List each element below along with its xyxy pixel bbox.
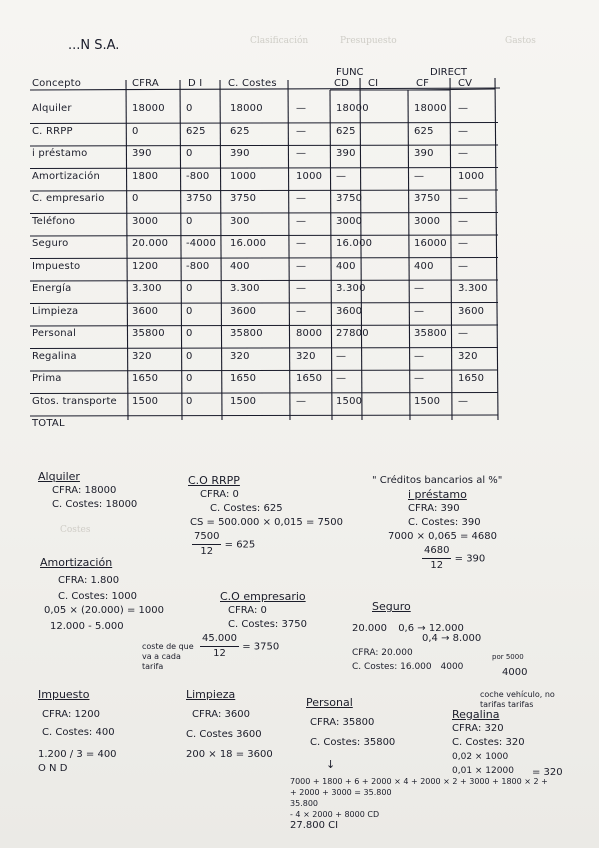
cell-cfra: 35800	[132, 328, 165, 339]
calc-crrpp-den: 12	[200, 546, 214, 557]
calc-regalina-result: = 320	[532, 767, 563, 778]
cell-costes: 390	[230, 148, 250, 159]
calc-crrpp-result: = 625	[224, 539, 256, 551]
cell-cv: —	[458, 238, 469, 249]
cell-cv: —	[458, 193, 469, 204]
calc-creditos-line2: C. Costes: 390	[408, 517, 481, 528]
calc-alquiler-title: Alquiler	[38, 470, 80, 483]
cell-ci: —	[336, 373, 347, 384]
calc-cemp-title: C.O empresario	[220, 590, 306, 603]
calc-personal-line1: CFRA: 35800	[310, 717, 375, 728]
cell-cv: 3.300	[458, 283, 488, 294]
calc-seguro-4000a: 4000	[440, 662, 464, 672]
cell-cd: —	[296, 148, 307, 159]
calc-impuesto-line2: C. Costes: 400	[42, 727, 115, 738]
cell-ci: 625	[336, 125, 356, 137]
cell-costes: 16.000	[230, 238, 267, 249]
bleed-text-3: Gastos	[505, 36, 536, 46]
cell-concepto: Seguro	[32, 238, 69, 249]
cell-cv: —	[458, 328, 469, 339]
calc-creditos-num: 4680	[422, 544, 451, 559]
cell-cd: —	[296, 395, 307, 407]
calc-impuesto	[38, 688, 117, 776]
cell-cfra: 320	[132, 350, 152, 362]
cell-cfra: 1650	[132, 373, 159, 384]
row-separator	[30, 190, 498, 191]
calc-impuesto-title: Impuesto	[38, 688, 90, 701]
row-separator	[30, 348, 498, 349]
table-header-concepto: Concepto	[32, 78, 82, 89]
group-header-func: FUNC	[336, 67, 364, 78]
cell-di: 0	[186, 103, 193, 114]
calc-crrpp-title: C.O RRPP	[188, 474, 240, 487]
cell-cv: —	[458, 395, 469, 407]
calc-personal-line5: 35.800	[290, 799, 318, 808]
cell-costes: 625	[230, 125, 250, 137]
cell-cd: 320	[296, 350, 316, 362]
cell-costes: 18000	[230, 103, 263, 114]
cell-concepto: C. empresario	[32, 193, 105, 204]
cell-di: 0	[186, 215, 193, 227]
calc-seguro-4000b: 4000	[502, 667, 528, 678]
row-separator	[30, 303, 498, 304]
cell-di: 3750	[186, 193, 213, 204]
cell-cfra: 3600	[132, 305, 159, 317]
calc-crrpp-fraction	[192, 530, 221, 559]
calc-crrpp-line3: CS = 500.000 × 0,015 = 7500	[190, 517, 343, 528]
row-separator	[30, 393, 498, 394]
calc-amort-title: Amortización	[40, 556, 113, 569]
cell-cfra: 3.300	[132, 283, 162, 294]
cell-cf: 400	[414, 260, 434, 272]
cell-costes: 3600	[230, 305, 257, 317]
cell-concepto: Teléfono	[32, 215, 76, 227]
cell-costes: 3.300	[230, 283, 260, 294]
calc-personal-line4: + 2000 + 3000 = 35.800	[290, 788, 392, 797]
cell-cv: 320	[458, 350, 478, 362]
cell-cd: —	[296, 103, 307, 114]
calc-seguro-total: 20.000	[352, 623, 387, 634]
calc-seguro-line3	[352, 660, 481, 674]
calc-crrpp-num: 7500	[192, 530, 221, 545]
cell-ci: 3000	[336, 215, 363, 227]
calc-creditos-den: 12	[430, 560, 444, 571]
cell-cv: 3600	[458, 305, 485, 317]
table-header-cfra: CFRA	[132, 78, 159, 89]
cell-concepto: Prima	[32, 373, 62, 384]
row-separator	[30, 213, 498, 214]
cell-costes: 1650	[230, 373, 257, 384]
cell-costes: 35800	[230, 328, 263, 339]
row-separator	[30, 325, 498, 326]
calc-cemp-fraction-row	[200, 632, 307, 661]
calc-creditos-title: " Créditos bancarios al %"	[372, 475, 503, 486]
row-separator	[30, 145, 498, 146]
cell-concepto: i préstamo	[32, 148, 88, 159]
calc-cemp-fraction	[200, 632, 239, 661]
cell-concepto: C. RRPP	[32, 125, 73, 137]
cell-costes: 300	[230, 215, 250, 227]
calc-personal-title: Personal	[306, 696, 353, 709]
cell-cd: 8000	[296, 328, 323, 339]
calc-crrpp-fraction-row	[192, 530, 343, 559]
calc-creditos-fraction	[422, 544, 451, 573]
cell-cf: —	[414, 283, 425, 294]
cell-cd: —	[296, 125, 307, 137]
cell-cv: —	[458, 125, 469, 137]
cell-cfra: 0	[132, 125, 139, 137]
cell-cv: —	[458, 260, 469, 272]
calc-cemp-den: 12	[213, 648, 226, 659]
calc-crrpp-line1: CFRA: 0	[200, 489, 239, 500]
calc-alquiler-line1: CFRA: 18000	[52, 485, 117, 496]
cell-cfra: 18000	[132, 103, 165, 114]
table-header-costes: C. Costes	[228, 78, 277, 89]
calc-impuesto-line3: 1.200 / 3 = 400	[38, 749, 117, 760]
cell-cf: 16000	[414, 238, 447, 249]
calc-amort-note: coste de que va a cada tarifa	[142, 642, 194, 671]
calc-seguro-por: por 5000	[492, 653, 524, 661]
row-separator	[30, 280, 498, 281]
cell-concepto: Amortización	[32, 170, 101, 182]
cell-costes: 3750	[230, 193, 257, 204]
calc-creditos	[372, 474, 502, 573]
cell-cf: 390	[414, 148, 434, 159]
cell-cd: —	[296, 283, 307, 294]
cell-cf: —	[414, 373, 425, 384]
table-header-di: D I	[188, 78, 203, 89]
calc-amort-line1: CFRA: 1.800	[58, 575, 120, 586]
cell-ci: 3750	[336, 193, 363, 204]
calc-creditos-fraction-row	[422, 544, 502, 573]
calc-amortizacion	[40, 556, 164, 634]
cell-concepto: Alquiler	[32, 103, 72, 114]
row-separator	[30, 235, 498, 236]
calc-crrpp-line2: C. Costes: 625	[210, 503, 283, 514]
calc-personal-arrow: ↓	[326, 758, 336, 771]
row-separator	[30, 370, 498, 371]
cell-concepto: Gtos. transporte	[32, 395, 117, 407]
cell-di: 0	[186, 305, 193, 317]
calc-alquiler	[38, 470, 137, 512]
cell-cd: —	[296, 305, 307, 317]
calc-limpieza-line3: 200 × 18 = 3600	[186, 749, 273, 760]
cell-ci: 27800	[336, 328, 369, 339]
cell-di: 0	[186, 350, 193, 362]
cell-cfra: 1500	[132, 395, 159, 407]
cell-di: 0	[186, 283, 193, 294]
calc-seguro	[352, 600, 528, 678]
cell-di: 0	[186, 148, 193, 159]
cell-cf: —	[414, 170, 425, 182]
cell-ci: 1500	[336, 395, 363, 407]
cell-costes: 1000	[230, 170, 257, 182]
cell-ci: —	[336, 170, 347, 182]
cell-concepto: Impuesto	[32, 260, 81, 272]
cell-concepto: Personal	[32, 328, 77, 339]
cell-cf: 1500	[414, 395, 441, 407]
row-separator	[30, 415, 498, 416]
bleed-text-1: Presupuesto	[340, 36, 397, 46]
calc-cemp-result: = 3750	[242, 641, 280, 653]
row-separator	[30, 123, 498, 124]
calc-regalina-line1: CFRA: 320	[452, 723, 504, 734]
cell-cf: 35800	[414, 328, 447, 339]
cell-ci: 18000	[336, 103, 369, 114]
bleed-text-4: Costes	[60, 525, 91, 535]
calc-cemp-num: 45.000	[200, 632, 239, 647]
calc-creditos-subtitle: i préstamo	[408, 488, 467, 501]
cell-cv: 1650	[458, 373, 485, 384]
calc-impuesto-line1: CFRA: 1200	[42, 709, 100, 720]
calc-seguro-split1: 0,6 → 12.000	[398, 623, 464, 634]
calc-seguro-line2: CFRA: 20.000	[352, 648, 413, 658]
cell-cv: —	[458, 215, 469, 227]
cell-di: -800	[186, 260, 210, 272]
cell-di: -4000	[186, 238, 217, 249]
cell-cd: —	[296, 215, 307, 227]
cell-di: -800	[186, 170, 210, 182]
calc-limpieza-line2: C. Costes 3600	[186, 729, 262, 740]
calc-personal-line6: - 4 × 2000 + 8000 CD	[290, 810, 380, 819]
table-header-cd: CD	[334, 78, 350, 89]
table-header-cf: CF	[416, 78, 430, 89]
cell-cfra: 1800	[132, 170, 159, 182]
cell-ci: 3.300	[336, 283, 366, 294]
calc-limpieza-line1: CFRA: 3600	[192, 709, 250, 720]
calc-alquiler-line2: C. Costes: 18000	[52, 499, 138, 510]
cell-costes: 400	[230, 260, 250, 272]
cell-cf: 3750	[414, 193, 441, 204]
cell-cv: 1000	[458, 170, 485, 182]
calc-regalina-title: Regalina	[452, 708, 500, 721]
calc-amort-line3: 0,05 × (20.000) = 1000	[44, 605, 164, 616]
cell-ci: —	[336, 350, 347, 362]
calc-regalina-line4: 0,01 × 12000	[452, 766, 514, 776]
cell-cfra: 0	[132, 193, 139, 204]
calc-creditos-line3: 7000 × 0,065 = 4680	[388, 531, 497, 542]
cell-cd: 1000	[296, 170, 323, 182]
row-separator	[30, 168, 498, 169]
calc-seguro-title: Seguro	[372, 600, 411, 613]
calc-creditos-line1: CFRA: 390	[408, 503, 460, 514]
cell-cf: 18000	[414, 103, 447, 114]
company-name: ...N S.A.	[68, 38, 120, 53]
calc-cemp-line2: C. Costes: 3750	[228, 619, 307, 630]
cell-concepto: TOTAL	[32, 418, 65, 429]
calc-limpieza-title: Limpieza	[186, 688, 236, 701]
calc-regalina-line3: 0,02 × 1000	[452, 752, 509, 762]
cell-di: 625	[186, 125, 206, 137]
calc-cemp-line1: CFRA: 0	[228, 605, 267, 616]
calc-amort-line2: C. Costes: 1000	[58, 591, 137, 602]
calc-personal-detail	[290, 776, 548, 831]
calc-crrpp	[188, 474, 343, 559]
cell-cf: 625	[414, 125, 434, 137]
cell-ci: 390	[336, 148, 356, 159]
cell-costes: 320	[230, 350, 250, 362]
cell-concepto: Energía	[32, 283, 72, 294]
cell-ci: 3600	[336, 305, 363, 317]
cell-ci: 16.000	[336, 238, 373, 249]
cell-di: 0	[186, 395, 193, 407]
calc-personal-line3: 7000 + 1800 + 6 + 2000 × 4 + 2000 × 2 + 3000 + 1800 × 2 +	[290, 777, 548, 786]
cell-cd: 1650	[296, 373, 323, 384]
calc-amort-line4: 12.000 - 5.000	[50, 621, 124, 632]
calc-regalina	[452, 708, 525, 778]
row-separator	[30, 258, 498, 259]
cell-cd: —	[296, 238, 307, 249]
calc-impuesto-months: O N D	[38, 763, 68, 774]
cell-di: 0	[186, 328, 193, 339]
cell-cf: —	[414, 350, 425, 362]
table-header-ci: CI	[368, 78, 379, 89]
calc-creditos-result: = 390	[454, 553, 486, 565]
cell-concepto: Regalina	[32, 350, 77, 362]
cell-cf: 3000	[414, 215, 441, 227]
cell-ci: 400	[336, 260, 356, 272]
cell-cfra: 1200	[132, 260, 159, 272]
cell-cf: —	[414, 305, 425, 317]
cell-cfra: 390	[132, 148, 152, 159]
calc-seguro-note: coche vehículo, no tarifas tarifas	[480, 690, 555, 709]
cell-concepto: Limpieza	[32, 305, 79, 317]
cell-cd: —	[296, 260, 307, 272]
calc-regalina-line2: C. Costes: 320	[452, 737, 525, 748]
calc-seguro-split2: 0,4 → 8.000	[422, 633, 482, 644]
cell-cv: —	[458, 148, 469, 159]
calc-seguro-costes: C. Costes: 16.000	[352, 662, 432, 672]
cell-costes: 1500	[230, 395, 257, 407]
cell-cv: —	[458, 103, 469, 114]
calc-personal	[306, 696, 395, 750]
table-header-cv: CV	[458, 78, 473, 89]
cell-cfra: 3000	[132, 215, 159, 227]
calc-limpieza	[186, 688, 273, 762]
cell-cd: —	[296, 193, 307, 204]
bleed-text-2: Clasificación	[250, 36, 309, 46]
cell-di: 0	[186, 373, 193, 384]
calc-personal-line2: C. Costes: 35800	[310, 737, 396, 748]
calc-cempresario	[202, 590, 307, 661]
cell-cfra: 20.000	[132, 238, 169, 249]
group-header-direct: DIRECT	[430, 67, 468, 78]
calc-personal-line7: 27.800 CI	[290, 820, 339, 831]
